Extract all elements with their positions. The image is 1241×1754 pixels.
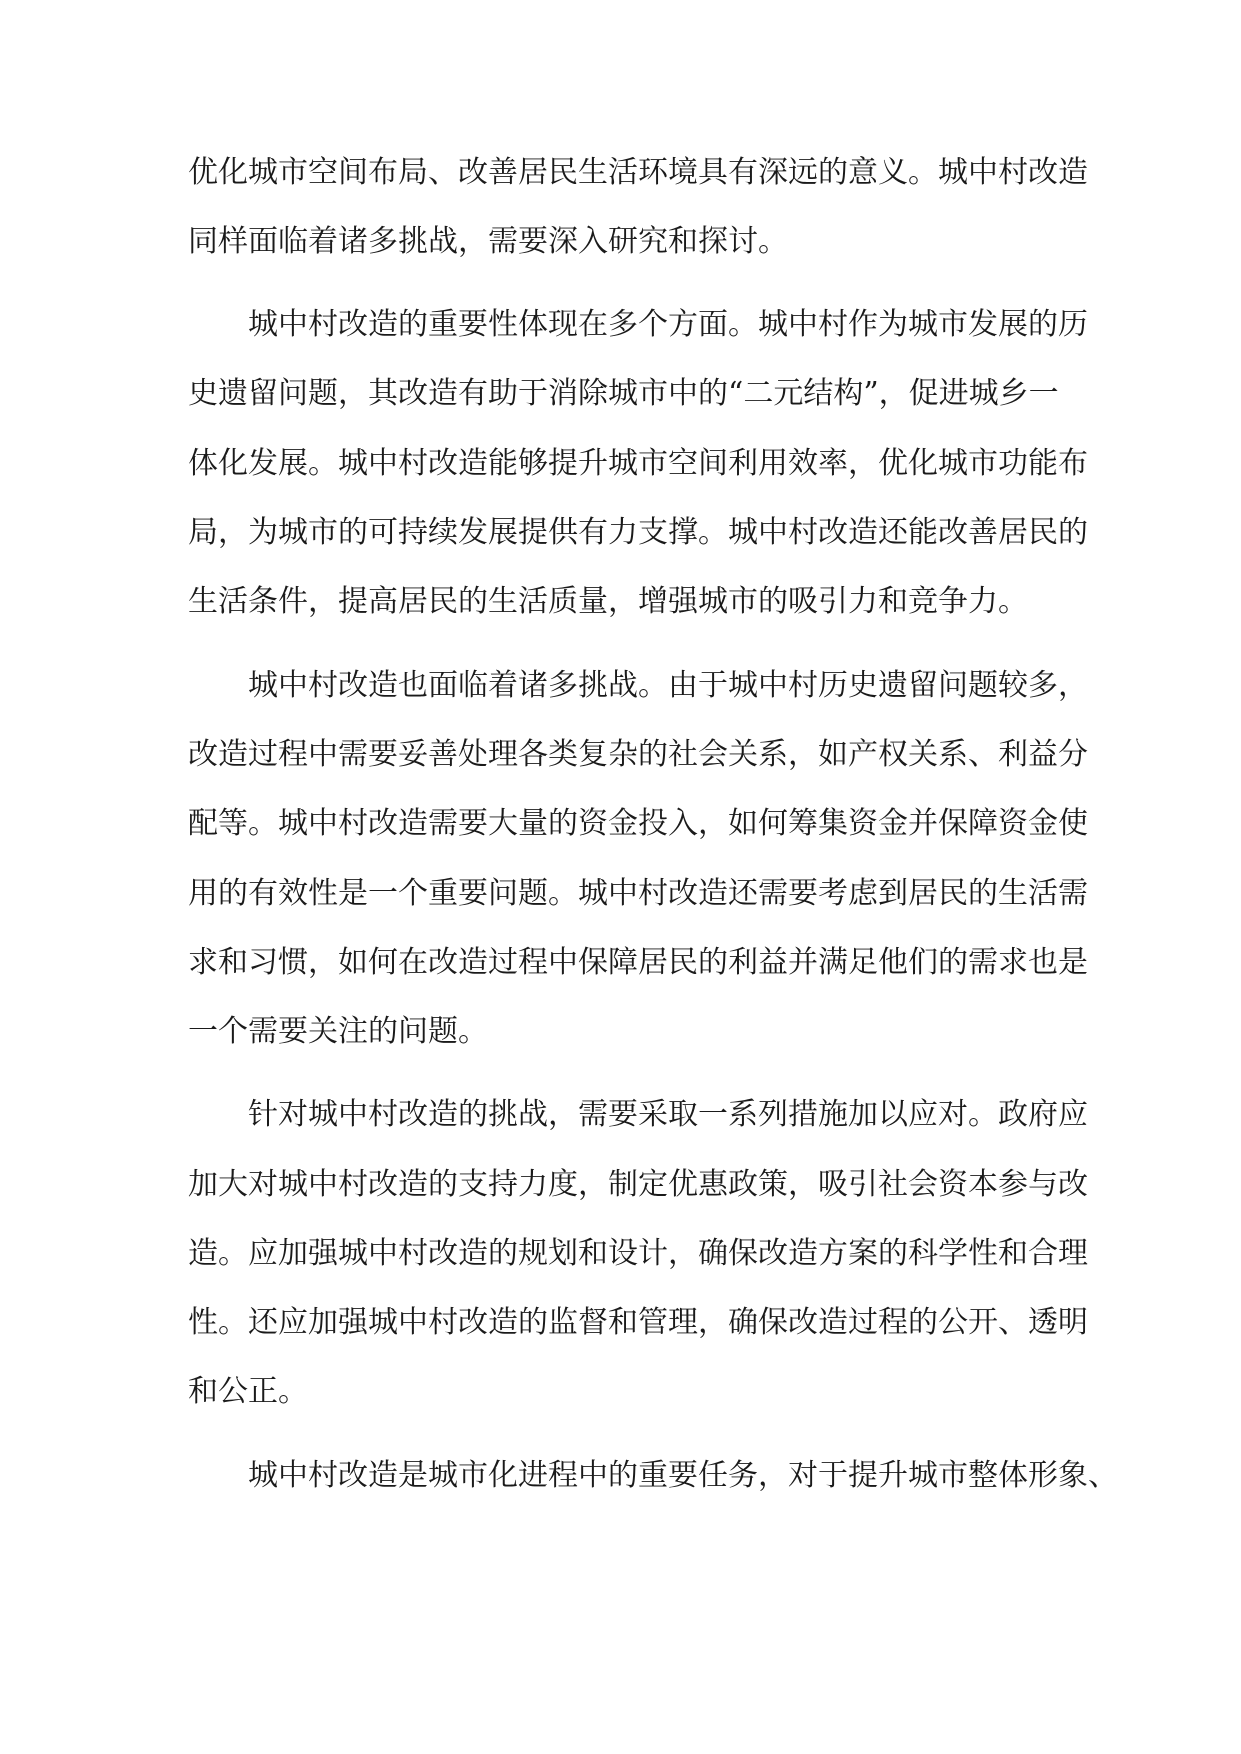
paragraph-line: 性。还应加强城中村改造的监督和管理，确保改造过程的公开、透明 — [188, 1305, 1088, 1340]
paragraph-line: 和公正。 — [188, 1374, 308, 1409]
paragraph-line: 求和习惯，如何在改造过程中保障居民的利益并满足他们的需求也是 — [188, 945, 1088, 980]
paragraph-line: 一个需要关注的问题。 — [188, 1014, 488, 1049]
paragraph-line: 改造过程中需要妥善处理各类复杂的社会关系，如产权关系、利益分 — [188, 737, 1088, 772]
paragraph-line: 城中村改造的重要性体现在多个方面。城中村作为城市发展的历 — [248, 307, 1088, 342]
paragraph-line: 体化发展。城中村改造能够提升城市空间利用效率，优化城市功能布 — [188, 446, 1088, 481]
paragraph-line: 造。应加强城中村改造的规划和设计，确保改造方案的科学性和合理 — [188, 1236, 1088, 1271]
paragraph-line: 局，为城市的可持续发展提供有力支撑。城中村改造还能改善居民的 — [188, 515, 1088, 550]
paragraph-line: 加大对城中村改造的支持力度，制定优惠政策，吸引社会资本参与改 — [188, 1167, 1088, 1202]
paragraph-line: 史遗留问题，其改造有助于消除城市中的“二元结构”，促进城乡一 — [188, 376, 1059, 411]
paragraph-line: 城中村改造也面临着诸多挑战。由于城中村历史遗留问题较多， — [248, 668, 1088, 703]
paragraph-line: 优化城市空间布局、改善居民生活环境具有深远的意义。城中村改造 — [188, 155, 1088, 190]
paragraph-line: 同样面临着诸多挑战，需要深入研究和探讨。 — [188, 224, 788, 259]
paragraph-line: 生活条件，提高居民的生活质量，增强城市的吸引力和竞争力。 — [188, 584, 1028, 619]
paragraph-line: 用的有效性是一个重要问题。城中村改造还需要考虑到居民的生活需 — [188, 876, 1088, 911]
paragraph-line: 配等。城中村改造需要大量的资金投入，如何筹集资金并保障资金使 — [188, 806, 1088, 841]
paragraph-line: 城中村改造是城市化进程中的重要任务，对于提升城市整体形象、 — [248, 1458, 1118, 1493]
paragraph-line: 针对城中村改造的挑战，需要采取一系列措施加以应对。政府应 — [248, 1097, 1088, 1132]
